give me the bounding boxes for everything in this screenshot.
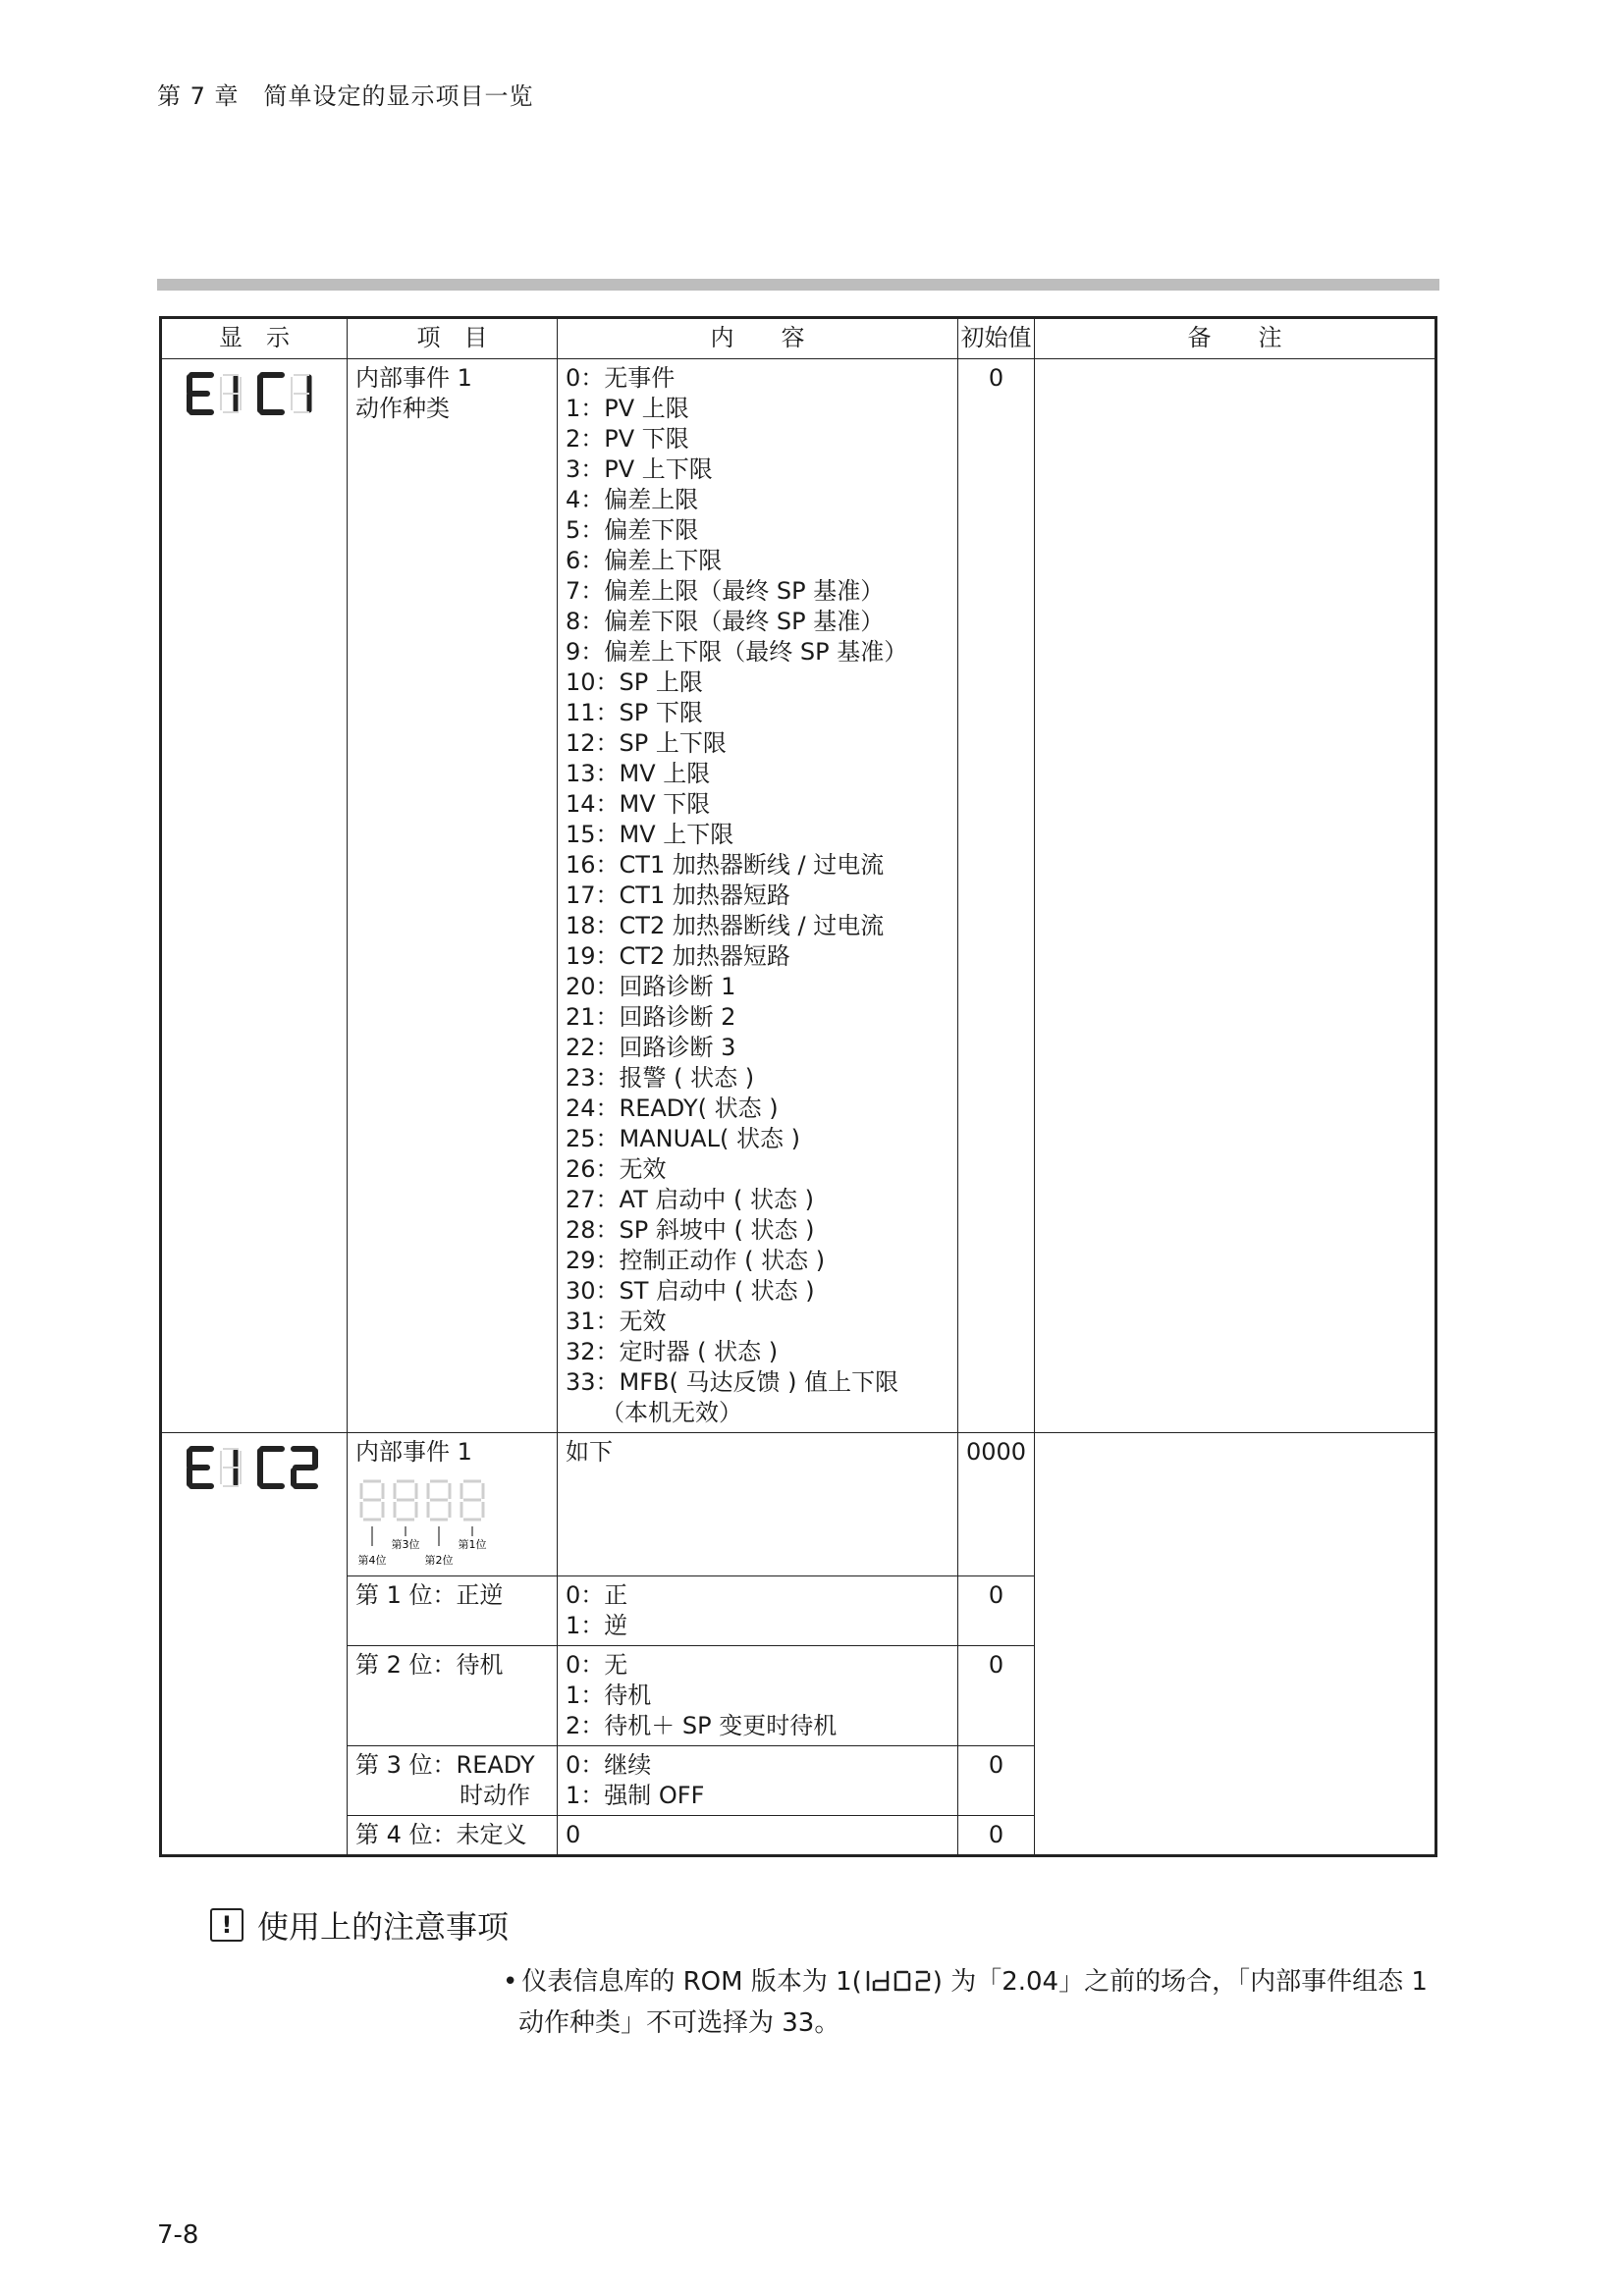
svg-text:Id02: Id02 — [861, 1969, 864, 1970]
display-cell — [161, 359, 348, 1433]
item-cell: 第 2 位：待机 — [348, 1646, 558, 1746]
option-item: 19：CT2 加热器短路 — [566, 942, 790, 970]
option-item: 2：PV 下限 — [566, 425, 689, 453]
initial-value: 0 — [958, 359, 1035, 1433]
page-number: 7-8 — [157, 2220, 199, 2250]
bit3-label: 第3位 — [391, 1538, 420, 1551]
option-item: 25：MANUAL( 状态 ) — [566, 1125, 800, 1152]
option-item: 10：SP 上限 — [566, 668, 703, 696]
option-item: 13：MV 上限 — [566, 760, 711, 787]
option-item: 16：CT1 加热器断线 / 过电流 — [566, 851, 885, 879]
option-item: 22：回路诊断 3 — [566, 1034, 736, 1061]
remark-cell — [1035, 359, 1436, 1433]
item-cell: 内部事件 1 动作种类 — [348, 359, 558, 1433]
item-cell: 第 4 位：未定义 — [348, 1816, 558, 1856]
content-cell: 0：继续 1：强制 OFF — [558, 1746, 958, 1816]
header-content: 内 容 — [558, 318, 958, 359]
option-item: 27：AT 启动中 ( 状态 ) — [566, 1186, 814, 1213]
bit4-label: 第4位 — [357, 1554, 387, 1567]
item-cell: 第 1 位：正逆 — [348, 1576, 558, 1646]
parameter-table — [159, 316, 1437, 1857]
initial-value: 0 — [958, 1816, 1035, 1856]
option-item: 29：控制正动作 ( 状态 ) — [566, 1247, 826, 1274]
option-item: 28：SP 斜坡中 ( 状态 ) — [566, 1216, 815, 1244]
option-item: 18：CT2 加热器断线 / 过电流 — [566, 912, 885, 939]
header-initial: 初始值 — [958, 318, 1035, 359]
content-cell: 0 — [558, 1816, 958, 1856]
bit2-label: 第2位 — [424, 1554, 454, 1567]
bullet-icon: • — [503, 1967, 518, 1997]
section-rule — [157, 279, 1439, 291]
note-heading — [210, 1902, 509, 1948]
option-item: 26：无效 — [566, 1155, 667, 1183]
lcd-id02-icon — [862, 1969, 933, 1993]
header-item: 项 目 — [348, 318, 558, 359]
four-digit-display-icon — [355, 1477, 503, 1572]
option-item: 23：报警 ( 状态 ) — [566, 1064, 755, 1092]
chapter-header: 第 7 章 简单设定的显示项目一览 — [157, 82, 534, 110]
option-item: 33：MFB( 马达反馈 ) 值上下限 — [566, 1368, 899, 1396]
option-item: 20：回路诊断 1 — [566, 973, 736, 1000]
item-cell: 第 3 位：READY 时动作 — [348, 1746, 558, 1816]
option-item: 9：偏差上下限（最终 SP 基准） — [566, 638, 908, 666]
option-item: 21：回路诊断 2 — [566, 1003, 736, 1031]
option-item: 31：无效 — [566, 1308, 667, 1335]
option-item: 3：PV 上下限 — [566, 455, 713, 483]
table-header-row — [161, 318, 1436, 359]
option-item: 15：MV 上下限 — [566, 821, 734, 848]
option-item: 30：ST 启动中 ( 状态 ) — [566, 1277, 815, 1305]
option-item: （本机无效） — [601, 1399, 742, 1426]
note-title: 使用上的注意事项 — [257, 1908, 510, 1946]
lcd-e1c2-icon — [182, 1443, 329, 1492]
initial-value: 0 — [958, 1576, 1035, 1646]
item-cell: 内部事件 1 第3位 第1位 第4位 第2位 — [348, 1433, 558, 1576]
bit1-label: 第1位 — [458, 1538, 487, 1551]
option-item: 24：READY( 状态 ) — [566, 1095, 779, 1122]
initial-value: 0 — [958, 1746, 1035, 1816]
option-item: 1：PV 上限 — [566, 395, 689, 422]
content-cell: 如下 — [558, 1433, 958, 1576]
option-item: 5：偏差下限 — [566, 516, 699, 544]
remark-cell — [1035, 1433, 1436, 1856]
header-remark: 备 注 — [1035, 318, 1436, 359]
option-item: 7：偏差上限（最终 SP 基准） — [566, 577, 885, 605]
content-cell: 0：无 1：待机 2：待机＋ SP 变更时待机 — [558, 1646, 958, 1746]
option-item: 11：SP 下限 — [566, 699, 703, 726]
initial-value: 0000 — [958, 1433, 1035, 1576]
header-display: 显 示 — [161, 318, 348, 359]
display-cell — [161, 1433, 348, 1856]
exclamation-icon: ! — [210, 1908, 244, 1942]
option-item: 4：偏差上限 — [566, 486, 699, 513]
option-item: 12：SP 上下限 — [566, 729, 727, 757]
content-cell: 0：正 1：逆 — [558, 1576, 958, 1646]
content-cell — [558, 359, 958, 1433]
note-body: • 仪表信息库的 ROM 版本为 1( Id02 ) 为「2.04」之前的场合，「内部事件组态 1 动作种类」不可选择为 33。 — [503, 1967, 1428, 2038]
initial-value: 0 — [958, 1646, 1035, 1746]
option-item: 8：偏差下限（最终 SP 基准） — [566, 608, 885, 635]
table-row — [161, 359, 1436, 1433]
option-item: 32：定时器 ( 状态 ) — [566, 1338, 779, 1365]
lcd-e1c1-icon — [182, 369, 329, 418]
option-item: 0：无事件 — [566, 364, 676, 392]
option-item: 6：偏差上下限 — [566, 547, 723, 574]
option-item: 14：MV 下限 — [566, 790, 711, 818]
table-row — [161, 1433, 1436, 1576]
option-item: 17：CT1 加热器短路 — [566, 881, 790, 909]
